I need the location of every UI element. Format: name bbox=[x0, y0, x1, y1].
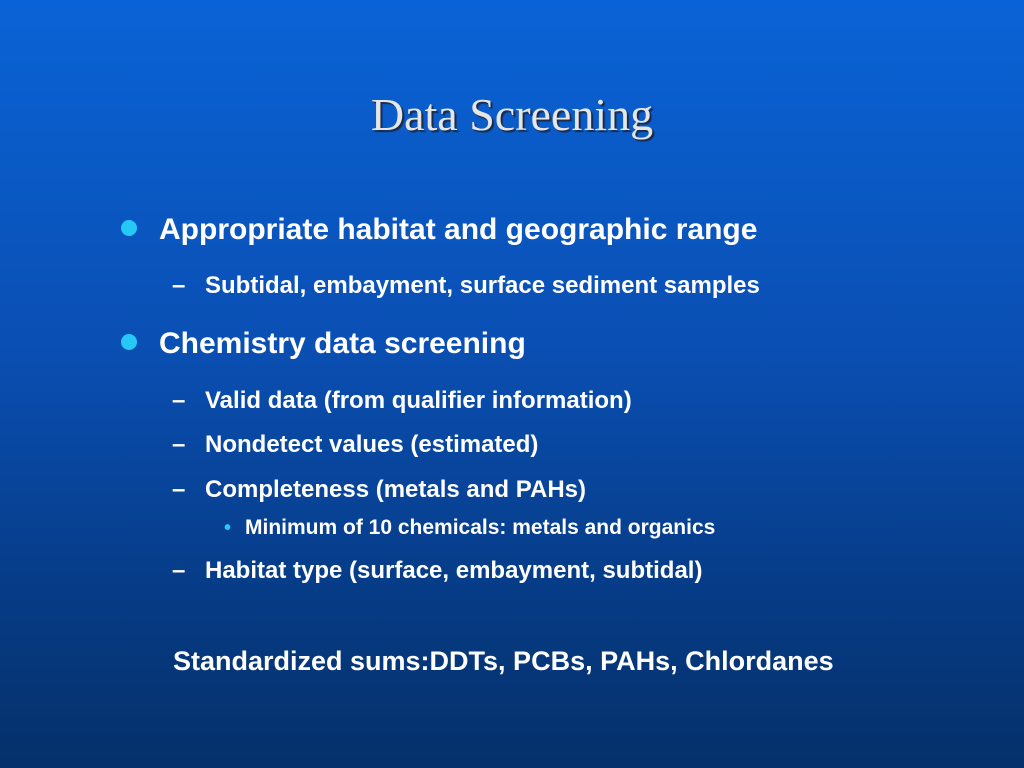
subsubitem-text: Minimum of 10 chemicals: metals and organics bbox=[245, 516, 716, 539]
dash-icon: – bbox=[172, 272, 186, 299]
dash-icon: – bbox=[172, 387, 186, 414]
dash-icon: – bbox=[172, 557, 186, 584]
bullet-chemistry bbox=[121, 327, 526, 361]
subitem-text: Nondetect values (estimated) bbox=[205, 431, 539, 458]
subitem-habitat-type bbox=[172, 557, 702, 585]
subitem-text: Subtidal, embayment, surface sediment samples bbox=[205, 272, 760, 299]
dot-icon: • bbox=[224, 517, 232, 539]
standardized-sums-note: Standardized sums:DDTs, PCBs, PAHs, Chlordanes bbox=[173, 646, 834, 676]
subitem-text: Valid data (from qualifier information) bbox=[205, 387, 632, 414]
dash-icon: – bbox=[172, 431, 186, 458]
subitem-text: Completeness (metals and PAHs) bbox=[205, 476, 586, 503]
bullet-dot-icon bbox=[121, 334, 137, 350]
subitem-text: Habitat type (surface, embayment, subtidal) bbox=[205, 557, 703, 584]
bullet-text: Chemistry data screening bbox=[159, 327, 526, 360]
subitem-completeness bbox=[172, 476, 586, 504]
bullet-habitat bbox=[121, 213, 757, 247]
subitem-samples bbox=[172, 272, 760, 300]
bullet-text: Appropriate habitat and geographic range bbox=[159, 213, 758, 246]
subitem-nondetect bbox=[172, 431, 538, 459]
dash-icon: – bbox=[172, 476, 186, 503]
slide-title: Data Screening bbox=[370, 89, 654, 140]
bullet-dot-icon bbox=[121, 220, 137, 236]
subsubitem-minimum bbox=[224, 516, 715, 540]
subitem-valid-data bbox=[172, 387, 632, 415]
